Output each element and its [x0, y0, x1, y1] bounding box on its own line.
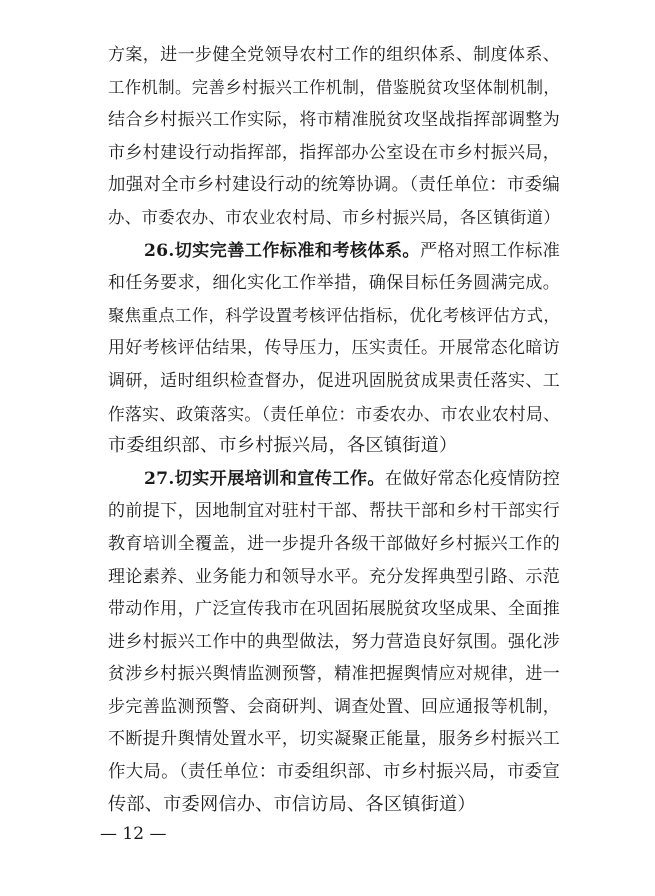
page-number: — 12 —: [100, 824, 167, 844]
text-line: 市乡村建设行动指挥部，指挥部办公室设在市乡村振兴局，: [108, 142, 560, 163]
text-line: 作落实、政策落实。（责任单位：市委农办、市农业农村局、: [108, 403, 560, 424]
text-line: 用好考核评估结果，传导压力，压实责任。开展常态化暗访: [108, 338, 560, 359]
text-line: 步完善监测预警、会商研判、调查处置、回应通报等机制，: [108, 696, 560, 717]
paragraph-26-first-line: [108, 235, 560, 268]
text-line: 理论素养、业务能力和领导水平。充分发挥典型引路、示范: [108, 566, 560, 587]
text-line: 进乡村振兴工作中的典型做法，努力营造良好氛围。强化涉: [108, 631, 560, 652]
paragraph-27-first-line: [108, 463, 560, 496]
text-line: 结合乡村振兴工作实际，将市精准脱贫攻坚战指挥部调整为: [108, 110, 560, 131]
text-line: 工作机制。完善乡村振兴工作机制，借鉴脱贫攻坚体制机制，: [108, 77, 560, 97]
section-heading-27: 27.切实开展培训和宣传工作。: [144, 468, 385, 489]
text-line: 教育培训全覆盖，进一步提升各级干部做好乡村振兴工作的: [108, 533, 560, 554]
text-fragment: 严格对照工作标准: [419, 240, 560, 261]
text-fragment: 在做好常态化疫情防控: [384, 468, 560, 489]
text-line: 带动作用，广泛宣传我市在巩固拓展脱贫攻坚成果、全面推: [108, 599, 560, 620]
text-line: 办、市委农办、市农业农村局、市乡村振兴局，各区镇街道）: [108, 207, 560, 227]
text-line: 加强对全市乡村建设行动的统筹协调。（责任单位：市委编: [108, 175, 560, 196]
text-line: 调研，适时组织检查督办，促进巩固脱贫成果责任落实、工: [108, 370, 560, 391]
text-line: 传部、市委网信办、市信访局、各区镇街道）: [108, 793, 476, 815]
text-line: 和任务要求，细化实化工作举措，确保目标任务圆满完成。: [108, 273, 560, 294]
text-line: 方案，进一步健全党领导农村工作的组织体系、制度体系、: [108, 45, 560, 65]
text-line: 贫涉乡村振兴舆情监测预警，精准把握舆情应对规律，进一: [108, 664, 560, 685]
text-line: 的前提下，因地制宜对驻村干部、帮扶干部和乡村干部实行: [108, 501, 560, 522]
paragraph-continuation: [108, 39, 560, 821]
section-heading-26: 26.切实完善工作标准和考核体系。: [144, 240, 420, 261]
text-line: 作大局。（责任单位：市委组织部、市乡村振兴局，市委宣: [108, 762, 560, 783]
text-line: 市委组织部、市乡村振兴局，各区镇街道）: [108, 435, 458, 457]
text-line: 聚焦重点工作，科学设置考核评估指标，优化考核评估方式，: [108, 305, 560, 325]
text-line: 不断提升舆情处置水平，切实凝聚正能量，服务乡村振兴工: [108, 729, 560, 750]
